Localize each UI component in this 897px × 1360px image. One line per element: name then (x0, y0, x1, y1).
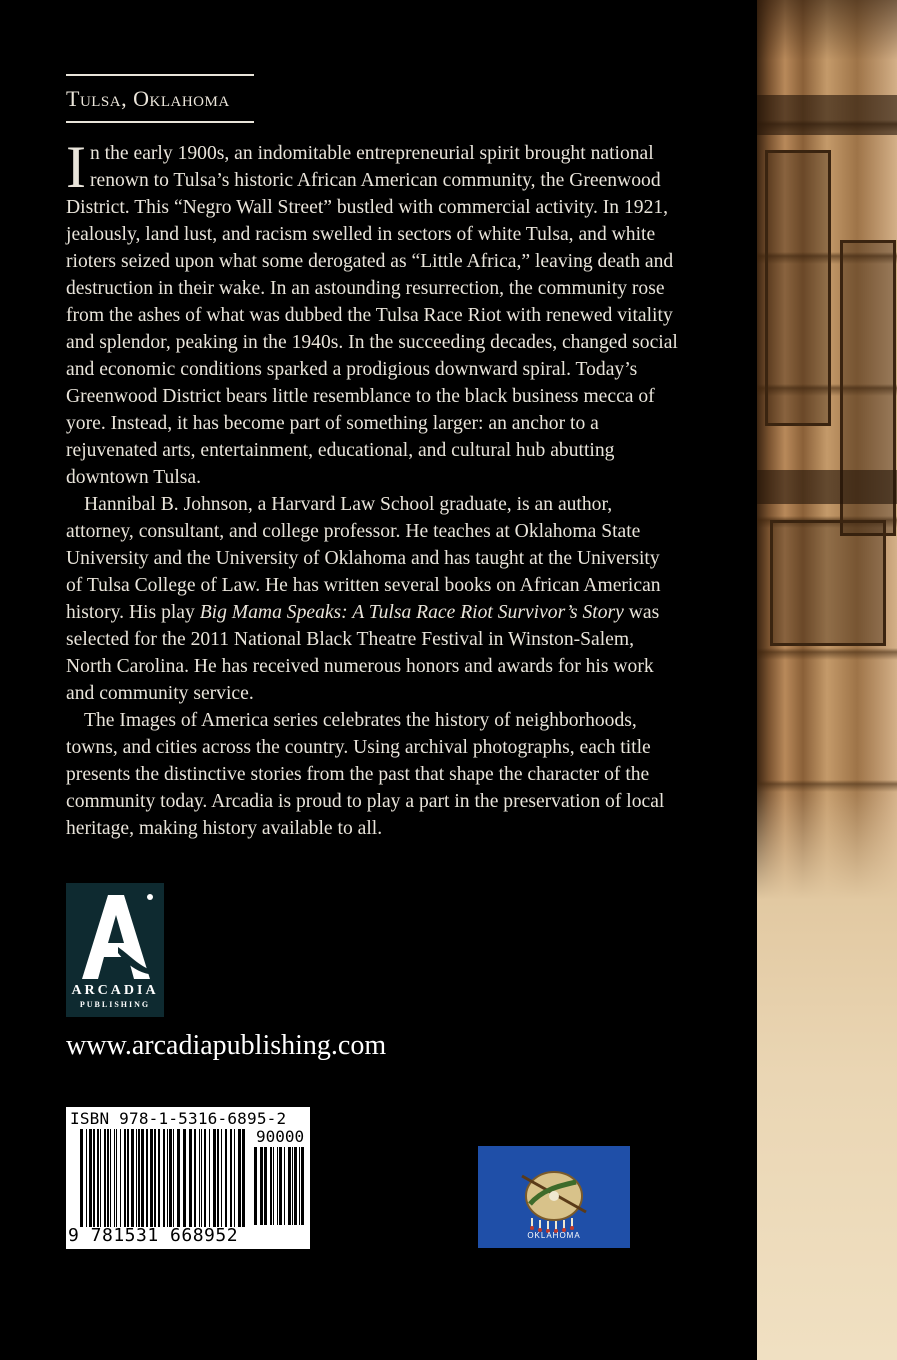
barcode-bar (294, 1147, 297, 1225)
barcode-bar (136, 1129, 137, 1227)
barcode-bar (89, 1129, 92, 1227)
isbn-barcode (66, 1107, 310, 1249)
barcode-bar (238, 1129, 241, 1227)
flag-caption: OKLAHOMA (527, 1231, 581, 1240)
barcode-bar (169, 1129, 172, 1227)
barcode-bar (110, 1129, 111, 1227)
arcadia-logo (66, 883, 164, 1017)
author-paragraph (66, 491, 680, 707)
barcode-bar (221, 1129, 222, 1227)
barcode-bar (201, 1129, 202, 1227)
photo-shadow-band (757, 95, 897, 135)
barcode-bar (279, 1147, 282, 1225)
heading-rule-bottom (66, 121, 254, 123)
arcadia-a-icon (74, 887, 156, 983)
intro-paragraph (66, 134, 680, 491)
barcode-bar (230, 1129, 232, 1227)
author-text-before: Hannibal B. Johnson, a Harvard Law School graduate, is an author, attorney, consultant, and college professor. He teaches at Oklahoma State University and the University of Oklahoma and has taught at the University of Tulsa College of Law. He has written several books on African American history. His play (66, 494, 661, 623)
barcode-bar (97, 1129, 99, 1227)
barcode-bar (167, 1129, 168, 1227)
barcode-bar (120, 1129, 121, 1227)
barcode-digits: 9 781531 668952 (68, 1225, 239, 1246)
play-title: Big Mama Speaks: A Tulsa Race Riot Survivor’s Story (199, 602, 624, 623)
barcode-bar (177, 1129, 180, 1227)
series-paragraph: The Images of America series celebrates the history of neighborhoods, towns, and cities across the country. Using archival photographs, each title presents the distinctive stories from the past that shape the character of the community today. Arcadia is proud to play a part in the preservation of local heritage, making history available to all. (66, 710, 665, 839)
barcode-bar (260, 1147, 263, 1225)
intro-text: n the early 1900s, an indomitable entrepreneurial spirit brought national renown to Tulsa’s historic African American community, the Greenwood District. This “Negro Wall Street” bustled with commercial activity. In 1921, jealously, land lust, and racism swelled in sectors of white Tulsa, and white rioters seized upon what some derogated as “Little Africa,” leaving death and destruction in their wake. In an astounding resurrection, the community rose from the ashes of what was dubbed the Tulsa Race Riot with renewed vitality and splendor, peaking in the 1940s. In the succeeding decades, changed social and economic conditions sparked a prodigious downward spiral. Today’s Greenwood District bears little resemblance to the black business mecca of yore. Instead, it has become part of something larger: an anchor to a rejuvenated arts, entertainment, educational, and cultural hub abutting downtown Tulsa. (66, 143, 678, 488)
photo-shadow-band (757, 470, 897, 504)
photo-window-frame (770, 520, 886, 646)
barcode-bar (158, 1129, 160, 1227)
barcode-bar (116, 1129, 117, 1227)
heading-rule-top (66, 74, 254, 76)
barcode-bar (131, 1129, 134, 1227)
author-text-after: was selected for the 2011 National Black Theatre Festival in Winston-Salem, North Carolina. He has received numerous honors and awards for his work and community service. (66, 602, 660, 704)
barcode-bar (213, 1129, 216, 1227)
barcode-bar (199, 1129, 200, 1227)
photo-street-area (757, 780, 897, 1360)
barcode-bar (234, 1129, 235, 1227)
drop-cap: I (66, 134, 86, 200)
barcode-bar (209, 1129, 210, 1227)
barcode-bar (189, 1129, 192, 1227)
barcode-bar (264, 1147, 267, 1225)
barcode-bar (104, 1129, 106, 1227)
osage-shield-icon (478, 1146, 630, 1236)
barcode-bar (100, 1129, 101, 1227)
barcode-bar (146, 1129, 148, 1227)
barcode-bar (107, 1129, 109, 1227)
barcode-bars (80, 1129, 248, 1227)
barcode-bar (225, 1129, 227, 1227)
series-heading: Tulsa, Oklahoma (66, 86, 230, 111)
barcode-bar (138, 1129, 140, 1227)
barcode-bar (273, 1147, 274, 1225)
barcode-addon-bars (254, 1147, 306, 1225)
barcode-bar (127, 1129, 129, 1227)
oklahoma-flag (478, 1146, 630, 1248)
photo-window-frame (765, 150, 831, 426)
isbn-label: ISBN 978-1-5316-6895-2 (70, 1109, 287, 1128)
barcode-bar (270, 1147, 272, 1225)
barcode-bar (288, 1147, 291, 1225)
barcode-bar (277, 1147, 278, 1225)
barcode-bar (217, 1129, 219, 1227)
logo-subtext: PUBLISHING (79, 1000, 151, 1009)
barcode-bar (93, 1129, 95, 1227)
barcode-bar (301, 1147, 304, 1225)
barcode-bar (114, 1129, 115, 1227)
barcode-bar (299, 1147, 300, 1225)
barcode-bar (254, 1147, 257, 1225)
publisher-url: www.arcadiapublishing.com (66, 1030, 387, 1061)
barcode-bar (292, 1147, 293, 1225)
barcode-bar (86, 1129, 87, 1227)
logo-wordmark: ARCADIA (71, 983, 159, 998)
barcode-bar (163, 1129, 165, 1227)
barcode-bar (194, 1129, 196, 1227)
barcode-bar (204, 1129, 206, 1227)
barcode-bar (124, 1129, 126, 1227)
barcode-bar (150, 1129, 153, 1227)
barcode-bar (173, 1129, 174, 1227)
barcode-bar (183, 1129, 186, 1227)
barcode-bar (154, 1129, 156, 1227)
barcode-bar (141, 1129, 144, 1227)
description-text (66, 134, 680, 842)
barcode-bar (242, 1129, 245, 1227)
price-code: 90000 (256, 1127, 305, 1146)
barcode-bar (284, 1147, 285, 1225)
barcode-bar (80, 1129, 83, 1227)
